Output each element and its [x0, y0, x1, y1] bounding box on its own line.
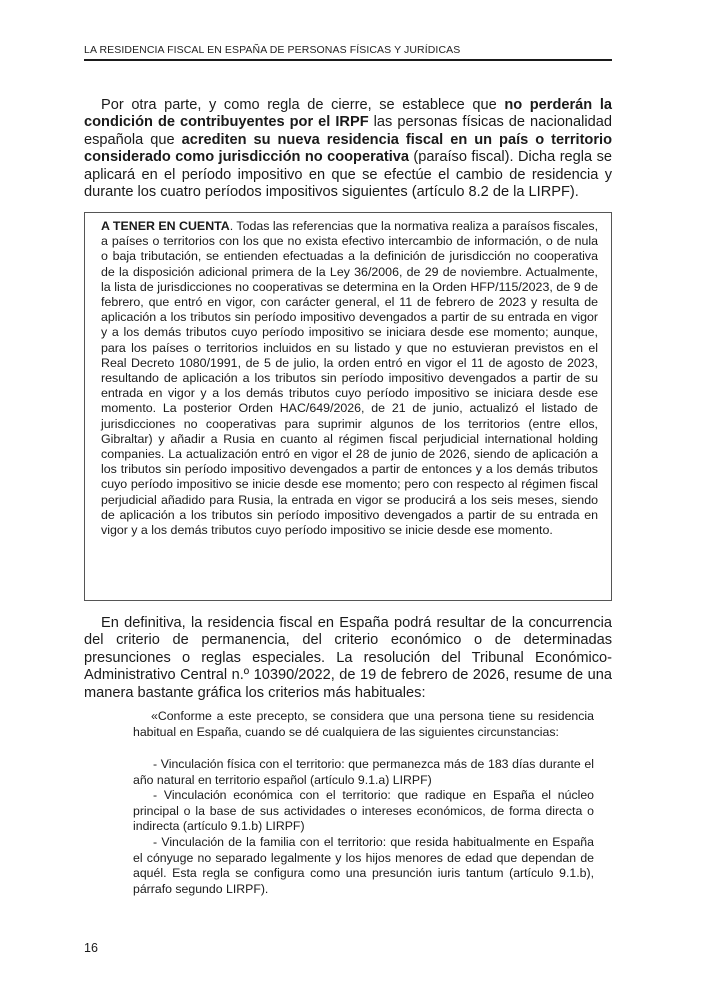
paragraph-criteria: En definitiva, la residencia fiscal en España podrá resultar de la concurrencia del criterio de permanencia, del criterio económico o de determinadas presunciones o reglas especiales. La resolución del Tribunal Económico-Administrativo Central n.º 10390/2022, de 19 de febrero de 2026, resume de una manera bastante gráfica los criterios más habituales: — [84, 615, 612, 701]
paragraph-closing-rule — [84, 97, 612, 201]
paragraph-text: las personas físicas de nacionalidad española que — [84, 114, 613, 148]
paragraph-text: Por otra parte, y como regla de cierre, se establece que — [101, 97, 505, 113]
emphasis-non-cooperative-jurisdiction: acrediten su nueva residencia fiscal en un país o territorio considerado como jurisdicción no cooperativa — [84, 131, 612, 166]
running-header: LA RESIDENCIA FISCAL EN ESPAÑA DE PERSONAS FÍSICAS Y JURÍDICAS — [84, 44, 461, 56]
emphasis-contributor-status: no perderán la condición de contribuyentes por el IRPF — [84, 97, 612, 131]
header-rule — [84, 59, 612, 61]
paragraph-text: (paraíso fiscal). Dicha regla se aplicará en el período impositivo en que se efectúe el cambio de residencia y durante los cuatro períodos impositivos siguientes (artículo 8.2 de la LIRPF). — [84, 149, 612, 201]
notice-box-text — [101, 219, 598, 538]
quote-item-physical-link: - Vinculación física con el territorio: que permanezca más de 183 días durante el año natural en territorio español (artículo 9.1.a) LIRPF) — [133, 757, 594, 787]
notice-box — [84, 212, 612, 601]
page-number: 16 — [84, 941, 98, 955]
notice-box-body: . Todas las referencias que la normativa realiza a paraísos fiscales, a países o territorios con los que no exista efectivo intercambio de información, o de nula o baja tributación, se entienden efectuadas a la definición de jurisdicción no cooperativa de la disposición adicional primera de la Ley 36/2006, de 29 de noviembre. Actualmente, la lista de jurisdicciones no cooperativas se determina en la Orden HFP/115/2023, de 9 de febrero, que entró en vigor, con carácter general, el 11 de febrero de 2023 y resulta de aplicación a los tributos sin período impositivo devengados a partir de su entrada en vigor y a los demás tributos cuyo período impositivo se iniciara desde ese momento; aunque, para los países o territorios incluidos en su listado y que no estuvieran previstos en el Real Decreto 1080/1991, de 5 de julio, la orden entró en vigor el 11 de agosto de 2023, resultando de aplicación a los tributos sin período impositivo devengados a partir de su entrada en vigor y a los demás tributos cuyo período impositivo se iniciara desde ese momento. La posterior Orden HAC/649/2026, de 21 de junio, actualizó el listado de jurisdicciones no cooperativas para suprimir algunos de los territorios (entre ellos, Gibraltar) y añadir a Rusia en cuanto al régimen fiscal perjudicial international holding companies. La actualización entró en vigor el 28 de junio de 2026, siendo de aplicación a los tributos sin período impositivo devengados a partir de entonces y a los demás tributos cuyo período impositivo se inicie desde ese momento; pero con respecto al régimen fiscal perjudicial añadido para Rusia, la entrada en vigor se producirá a los seis meses, siendo de aplicación a los tributos sin período impositivo devengados a partir de su entrada en vigor y a los demás tributos cuyo período impositivo se inicie desde ese momento. — [101, 219, 599, 538]
quote-item-family-link: - Vinculación de la familia con el territorio: que resida habitualmente en España el cónyuge no separado legalmente y los hijos menores de edad que dependan de aquél. Esta regla se configura como una presunción iuris tantum (artículo 9.1.b), párrafo segundo LIRPF). — [133, 835, 594, 896]
quote-item-economic-link: - Vinculación económica con el territorio: que radique en España el núcleo principal o la base de sus actividades o intereses económicos, de forma directa o indirecta (artículo 9.1.b) LIRPF) — [133, 788, 594, 833]
notice-box-heading: A TENER EN CUENTA — [101, 219, 230, 233]
quote-intro: «Conforme a este precepto, se considera que una persona tiene su residencia habitual en España, cuando se dé cualquiera de las siguientes circunstancias: — [133, 709, 594, 739]
